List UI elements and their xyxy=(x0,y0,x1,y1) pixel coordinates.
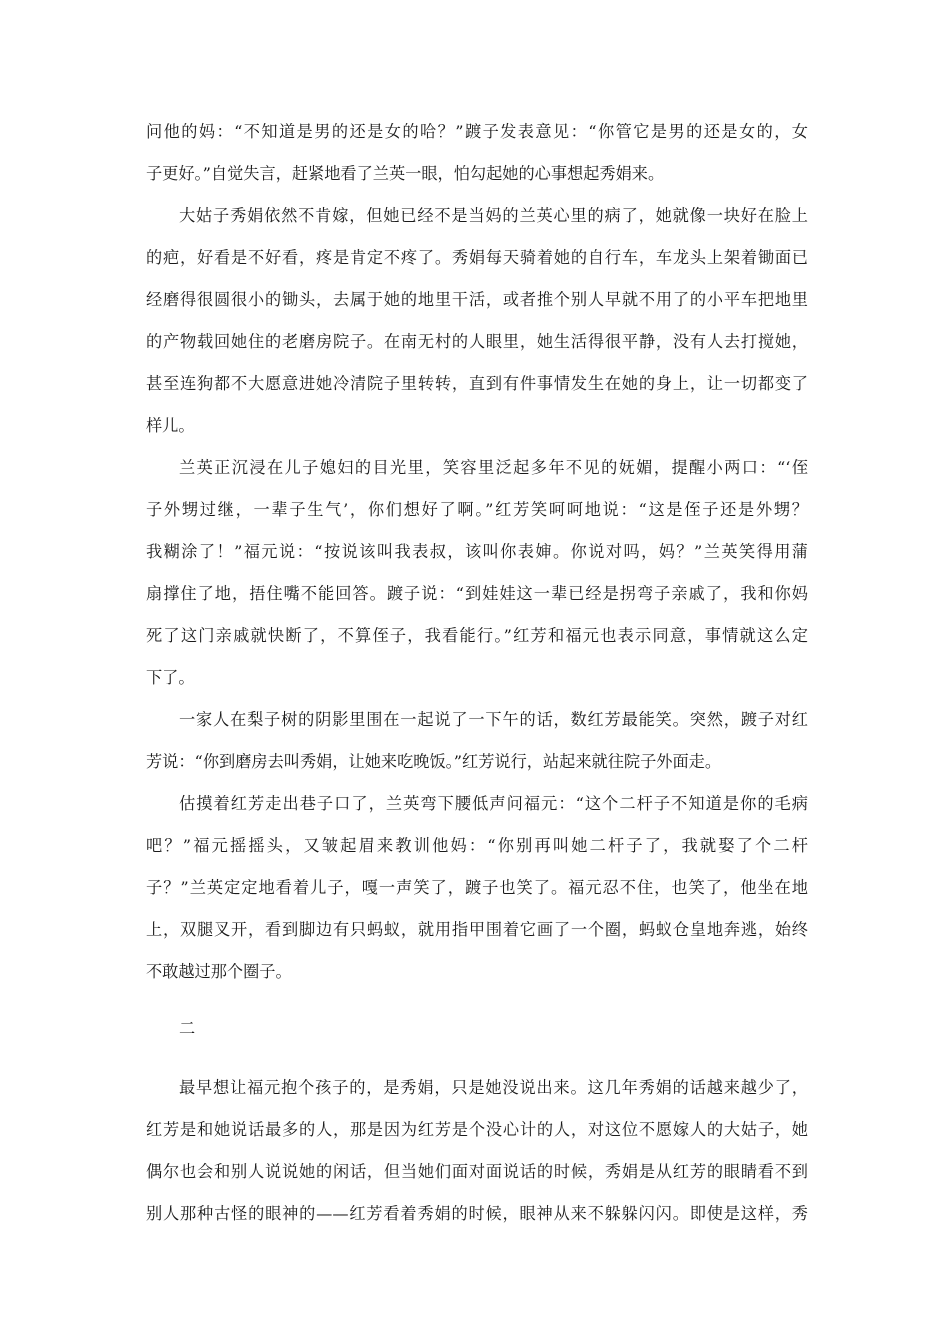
text-line: 死了这门亲戚就快断了，不算侄子，我看能行。”红芳和福元也表示同意，事情就这么定 xyxy=(146,626,808,645)
text-line: 我糊涂了！”福元说：“按说该叫我表叔，该叫你表婶。你说对吗，妈？”兰英笑得用蒲 xyxy=(146,542,808,561)
text-line: 问他的妈：“不知道是男的还是女的哈？”踱子发表意见：“你管它是男的还是女的，女 xyxy=(146,122,808,141)
text-line: 估摸着红芳走出巷子口了，兰英弯下腰低声问福元：“这个二杆子不知道是你的毛病 xyxy=(179,794,808,813)
text-line: 别人那种古怪的眼神的——红芳看着秀娟的时候，眼神从来不躲躲闪闪。即使是这样，秀 xyxy=(146,1204,808,1223)
section-heading: 二 xyxy=(179,1019,196,1038)
text-line: 大姑子秀娟依然不肯嫁，但她已经不是当妈的兰英心里的病了，她就像一块好在脸上 xyxy=(179,206,808,225)
text-line: 的疤，好看是不好看，疼是肯定不疼了。秀娟每天骑着她的自行车，车龙头上架着锄面已 xyxy=(146,248,808,267)
text-line: 芳说：“你到磨房去叫秀娟，让她来吃晚饭。”红芳说行，站起来就往院子外面走。 xyxy=(146,752,722,771)
text-line: 下了。 xyxy=(146,668,195,687)
text-line: 一家人在梨子树的阴影里围在一起说了一下午的话，数红芳最能笑。突然，踱子对红 xyxy=(179,710,808,729)
text-line: 甚至连狗都不大愿意进她冷清院子里转转，直到有件事情发生在她的身上，让一切都变了 xyxy=(146,374,808,393)
text-line: 的产物载回她住的老磨房院子。在南无村的人眼里，她生活得很平静，没有人去打搅她， xyxy=(146,332,808,351)
text-line: 最早想让福元抱个孩子的，是秀娟，只是她没说出来。这几年秀娟的话越来越少了， xyxy=(179,1078,808,1097)
text-line: 红芳是和她说话最多的人，那是因为红芳是个没心计的人，对这位不愿嫁人的大姑子，她 xyxy=(146,1120,808,1139)
text-line: 偶尔也会和别人说说她的闲话，但当她们面对面说话的时候，秀娟是从红芳的眼睛看不到 xyxy=(146,1162,808,1181)
text-line: 吧？”福元摇摇头，又皱起眉来教训他妈：“你别再叫她二杆子了，我就娶了个二杆 xyxy=(146,836,808,855)
text-line: 样儿。 xyxy=(146,416,195,435)
text-line: 扇撑住了地，捂住嘴不能回答。踱子说：“到娃娃这一辈已经是拐弯子亲戚了，我和你妈 xyxy=(146,584,808,603)
text-line: 子外甥过继，一辈子生气’，你们想好了啊。”红芳笑呵呵地说：“这是侄子还是外甥？ xyxy=(146,500,808,519)
text-line: 不敢越过那个圈子。 xyxy=(146,962,292,981)
text-line: 上，双腿叉开，看到脚边有只蚂蚁，就用指甲围着它画了一个圈，蚂蚁仓皇地奔逃，始终 xyxy=(146,920,808,939)
text-line: 经磨得很圆很小的锄头，去属于她的地里干活，或者推个别人早就不用了的小平车把地里 xyxy=(146,290,808,309)
text-line: 兰英正沉浸在儿子媳妇的目光里，笑容里泛起多年不见的妩媚，提醒小两口：“‘侄 xyxy=(179,458,808,477)
text-line: 子更好。”自觉失言，赶紧地看了兰英一眼，怕勾起她的心事想起秀娟来。 xyxy=(146,164,665,183)
text-line: 子？”兰英定定地看着儿子，嘎一声笑了，踱子也笑了。福元忍不住，也笑了，他坐在地 xyxy=(146,878,808,897)
